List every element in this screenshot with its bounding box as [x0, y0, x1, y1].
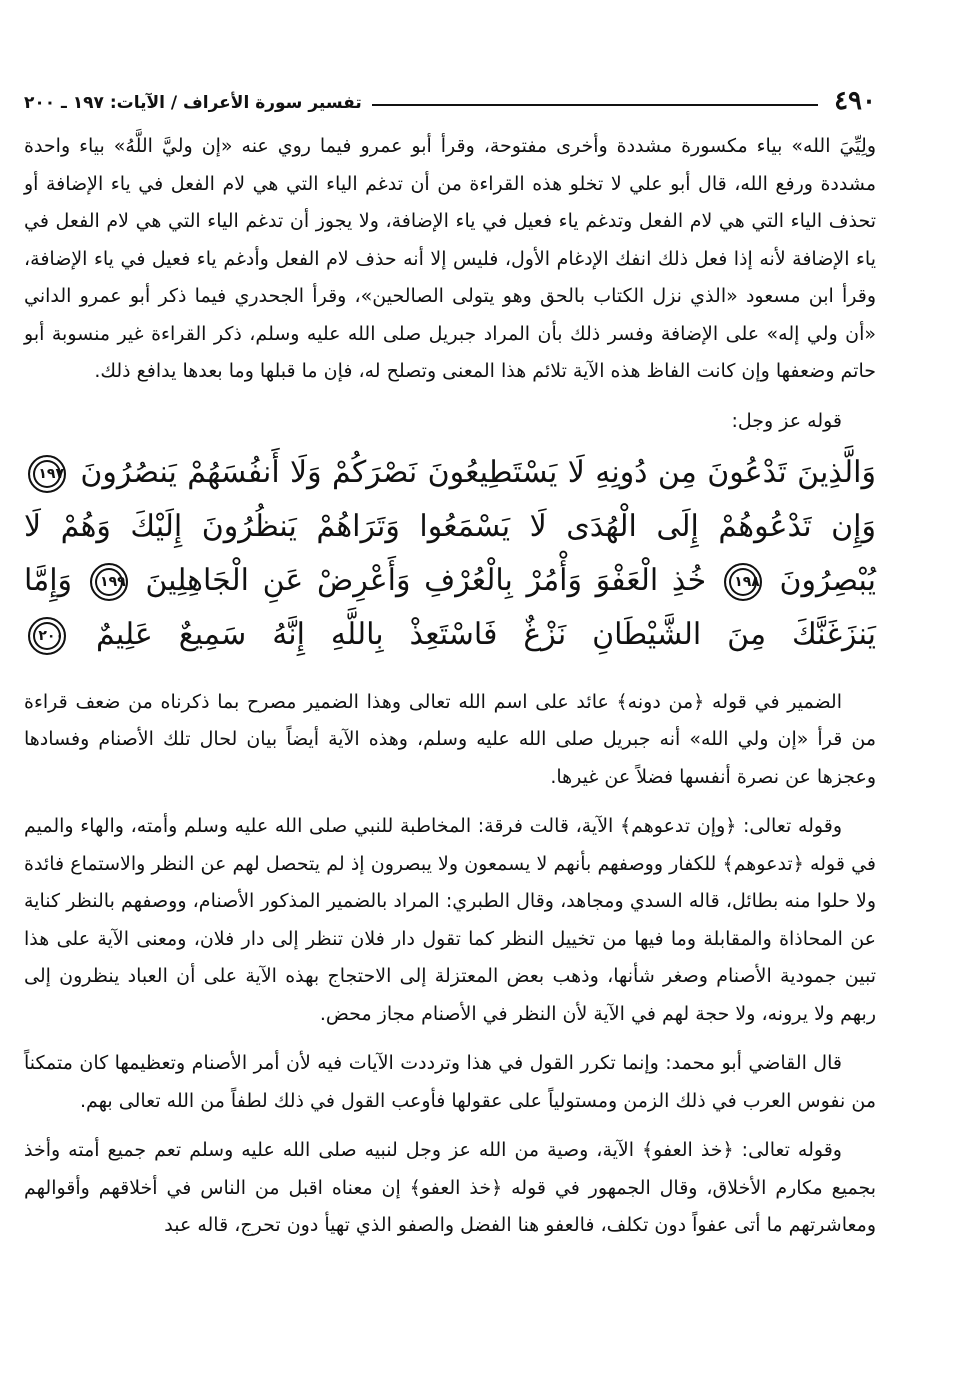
running-title: تفسير سورة الأعراف / الآيات: ١٩٧ ـ ٢٠٠ [24, 93, 362, 113]
paragraph-readings: ولِيِّيَ الله» بياء مكسورة مشددة وأخرى مفتوحة، وقرأ أبو عمرو فيما روي عنه «إن وليَّ اللَّهُ» بياء واحدة مشددة ورفع الله، قال أبو علي لا تخلو هذه القراءة من أن تدغم الياء التي هي لام الفعل في ياء الإضافة أو تحذف الياء التي هي لام الفعل وتدغم ياء فعيل في ياء الإضافة، ولا يجوز أن تدغم الياء التي هي لام الفعل في ياء الإضافة لأنه إذا فعل ذلك انفك الإدغام الأول، فليس إلا أنه حذف لام الفعل وأدغم ياء فعيل في ياء الإضافة، وقرأ ابن مسعود «الذي نزل الكتاب بالحق وهو يتولى الصالحين»، وقرأ الجحدري فيما ذكر أبو عمرو الداني «أن ولي إله» على الإضافة وفسر ذلك بأن المراد جبريل صلى الله عليه وسلم، ذكر القراءة غير منسوبة أبو حاتم وضعفها وإن كانت الفاظ هذه الآية تلائم هذا المعنى وتصلح له، فإن ما قبلها وما بعدها يدافع ذلك. [24, 135, 876, 382]
paragraph-qadi: قال القاضي أبو محمد: وإنما تكرر القول في هذا وترددت الآيات فيه لأن أمر الأصنام وتعظيمها كان متمكناً من نفوس العرب في ذلك الزمن ومستولياً على عقولها فأوعب القول في ذلك لطفاً من الله تعالى بهم. [24, 1052, 876, 1112]
spacer [24, 796, 876, 808]
quran-verses-block [24, 446, 876, 662]
paragraph-khudh-alafw: وقوله تعالى: ﴿خذ العفو﴾ الآية، وصية من الله عز وجل لنبيه صلى الله عليه وسلم تعم جميع أمته وأخذ بجميع مكارم الأخلاق، وقال الجمهور في قوله ﴿خذ العفو﴾ إن معناه اقبل من الناس في أخلاقهم وأقوالهم ومعاشرتهم ما أتى عفواً دون تكلف، فالعفو هنا الفضل والصفو الذي تهيأ دون تحرج، قاله عبد [24, 1139, 876, 1236]
spacer [24, 1120, 876, 1132]
ayah-number-197: ١٩٧ [28, 455, 66, 493]
verse-198: وَإِن تَدْعُوهُمْ إِلَى الْهُدَى لَا يَسْمَعُوا وَتَرَاهُمْ يَنظُرُونَ إِلَيْكَ وَهُمْ لَا يُبْصِرُونَ [24, 508, 876, 598]
running-header [24, 84, 876, 116]
header-rule [372, 104, 818, 106]
ayah-number-199: ١٩٩ [90, 563, 128, 601]
paragraph-pronoun: الضمير في قوله ﴿من دونه﴾ عائد على اسم الله تعالى وهذا الضمير مصرح بما ذكرناه من ضعف قراءة من قرأ «إن ولي الله» أنه جبريل صلى الله عليه وسلم، وهذه الآية أيضاً بيان لحال تلك الأصنام وفسادها وعجزها عن نصرة أنفسها فضلاً عن غيرها. [24, 690, 876, 788]
page [24, 60, 876, 1360]
spacer [24, 662, 876, 684]
paragraph-intro: قوله عز وجل: [731, 409, 842, 432]
spacer [24, 1033, 876, 1045]
ayah-number-200: ٢٠٠ [28, 617, 66, 655]
verse-197: وَالَّذِينَ تَدْعُونَ مِن دُونِهِ لَا يَسْتَطِيعُونَ نَصْرَكُمْ وَلَا أَنفُسَهُمْ يَنصُرُونَ [80, 454, 876, 490]
ayah-number-198: ١٩٨ [724, 563, 762, 601]
verse-199: خُذِ الْعَفْوَ وَأْمُرْ بِالْعُرْفِ وَأَعْرِضْ عَنِ الْجَاهِلِينَ [145, 562, 707, 598]
spacer [24, 391, 876, 403]
page-number: ٤٩٠ [834, 86, 876, 116]
verse-200: وَإِمَّا يَنزَغَنَّكَ مِنَ الشَّيْطَانِ نَزْغٌ فَاسْتَعِذْ بِاللَّهِ إِنَّهُ سَمِيعٌ عَلِيمٌ [24, 562, 876, 652]
paragraph-in-tadouhum: وقوله تعالى: ﴿وإن تدعوهم﴾ الآية، قالت فرقة: المخاطبة للنبي صلى الله عليه وسلم وأمته، والهاء والميم في قوله ﴿تدعوهم﴾ للكفار ووصفهم بأنهم لا يسمعون ولا يبصرون إذ لم يتحصل لهم عن النظر والاستماع فائدة ولا حلوا منه بطائل، قاله السدي ومجاهد، وقال الطبري: المراد بالضمير المذكور الأصنام، ووصفهم بالنظر كناية عن المحاذاة والمقابلة وما فيها من تخييل النظر كما تقول دار فلان تنظر إلى دار فلان، ومعنى الآية على هذا تبين جمودية الأصنام وصغر شأنها، وذهب بعض المعتزلة إلى الاحتجاج بهذه الآية على أن العباد ينظرون إلى ربهم ولا يرونه، ولا حجة لهم في الآية لأن النظر في الأصنام مجاز محض. [24, 815, 876, 1025]
page-body [24, 128, 876, 1245]
